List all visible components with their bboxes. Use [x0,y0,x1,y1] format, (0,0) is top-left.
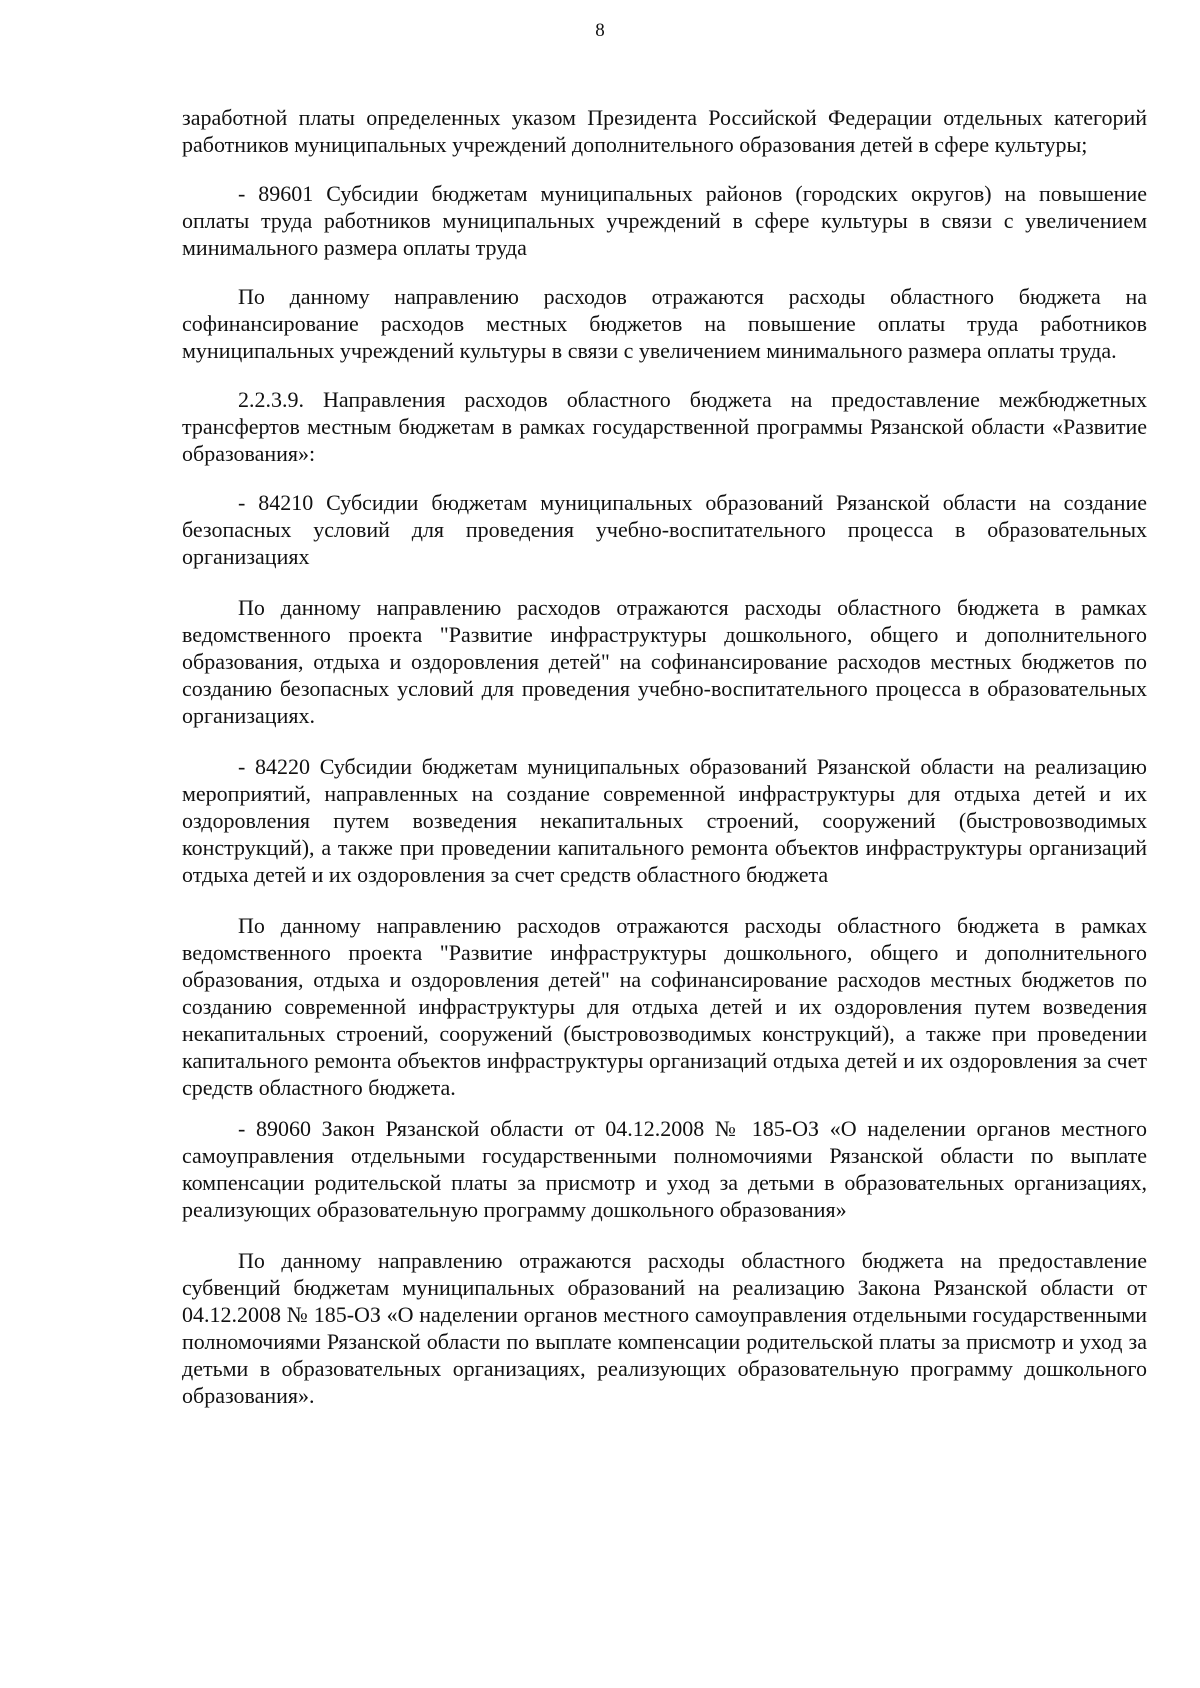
paragraph-item-89601: - 89601 Субсидии бюджетам муниципальных районов (городских округов) на повышение оплаты труда работников муниципальных учреждений в сфере культуры в связи с увеличением минимального размера оплаты труда [182,181,1147,260]
paragraph-description-89060: По данному направлению отражаются расходы областного бюджета на предоставление субвенций бюджетам муниципальных образований на реализацию Закона Рязанской области от 04.12.2008 № 185-ОЗ «О наделении органов местного самоуправления отдельными государственными полномочиями Рязанской области по выплате компенсации родительской платы за присмотр и уход за детьми в образовательных организациях, реализующих образовательную программу дошкольного образования». [182,1248,1147,1408]
paragraph-item-84210: - 84210 Субсидии бюджетам муниципальных образований Рязанской области на создание безопасных условий для проведения учебно-воспитательного процесса в образовательных организациях [182,490,1147,569]
paragraph-description-89601: По данному направлению расходов отражаются расходы областного бюджета на софинансирование расходов местных бюджетов на повышение оплаты труда работников муниципальных учреждений культуры в связи с увеличением минимального размера оплаты труда. [182,284,1147,363]
paragraph-section-2-2-3-9: 2.2.3.9. Направления расходов областного бюджета на предоставление межбюджетных трансфертов местным бюджетам в рамках государственной программы Рязанской области «Развитие образования»: [182,387,1147,466]
paragraph-item-84220: - 84220 Субсидии бюджетам муниципальных образований Рязанской области на реализацию мероприятий, направленных на создание современной инфраструктуры для отдыха детей и их оздоровления путем возведения некапитальных строений, сооружений (быстровозводимых конструкций), а также при проведении капитального ремонта объектов инфраструктуры организаций отдыха детей и их оздоровления за счет средств областного бюджета [182,754,1147,887]
paragraph-continuation: заработной платы определенных указом Президента Российской Федерации отдельных категорий работников муниципальных учреждений дополнительного образования детей в сфере культуры; [182,105,1147,157]
paragraph-description-84220: По данному направлению расходов отражаются расходы областного бюджета в рамках ведомственного проекта "Развитие инфраструктуры дошкольного, общего и дополнительного образования, отдыха и оздоровления детей" на софинансирование расходов местных бюджетов по созданию современной инфраструктуры для отдыха детей и их оздоровления путем возведения некапитальных строений, сооружений (быстровозводимых конструкций), а также при проведении капитального ремонта объектов инфраструктуры организаций отдыха детей и их оздоровления за счет средств областного бюджета. [182,913,1147,1100]
document-body [182,104,1147,1409]
paragraph-description-84210: По данному направлению расходов отражаются расходы областного бюджета в рамках ведомственного проекта "Развитие инфраструктуры дошкольного, общего и дополнительного образования, отдыха и оздоровления детей" на софинансирование расходов местных бюджетов по созданию безопасных условий для проведения учебно-воспитательного процесса в образовательных организациях. [182,595,1147,728]
paragraph-item-89060: - 89060 Закон Рязанской области от 04.12.2008 № 185-ОЗ «О наделении органов местного самоуправления отдельными государственными полномочиями Рязанской области по выплате компенсации родительской платы за присмотр и уход за детьми в образовательных организациях, реализующих образовательную программу дошкольного образования» [182,1116,1147,1222]
page-number: 8 [595,20,605,41]
